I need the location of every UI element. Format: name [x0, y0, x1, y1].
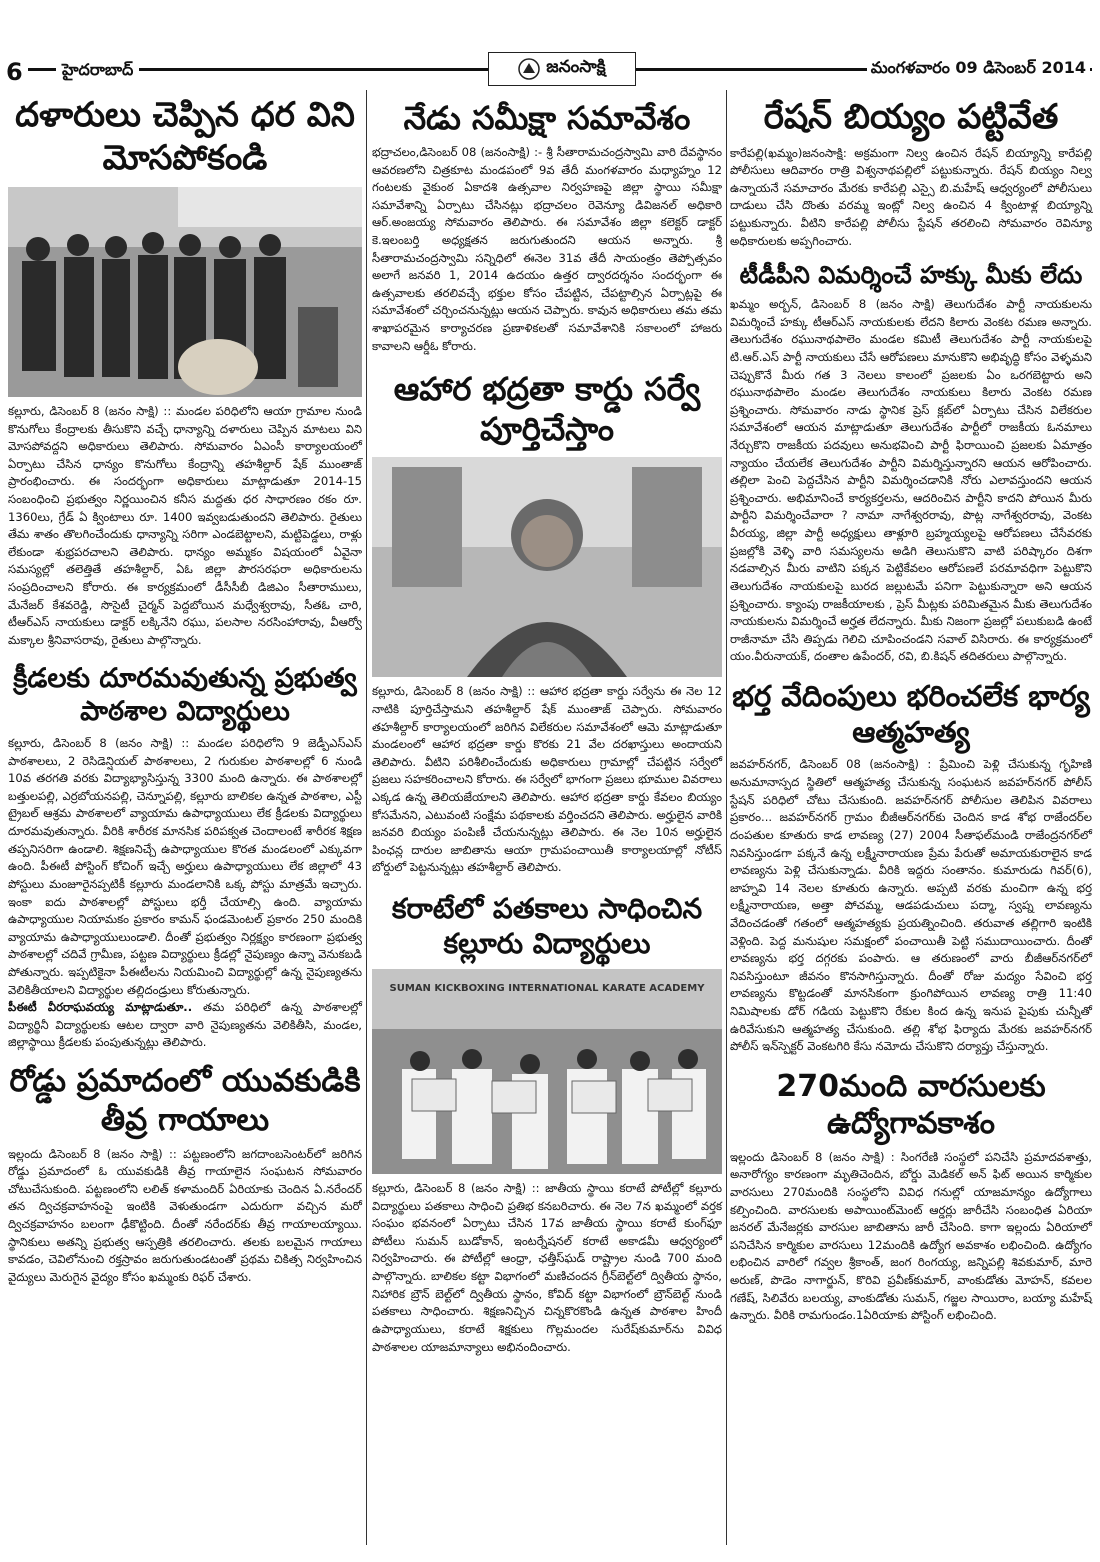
article-body: ఖమ్మం అర్బన్, డిసెంబర్ 8 (జనం సాక్షి) తెలుగుదేశం పార్టీ నాయకులను విమర్శించే హక్కు టీఆర్ఎస్ నాయకులకు లేదని కిలారు వెంకట రమణ అన్నారు. తెలుగుదేశం రఘునాథపాలెం మండల కమిటీ తెలుగుదేశం పార్టీ నాయకులపై టి.ఆర్.ఎస్ పార్టీ నాయకులు చేసే ఆరోపణలు మానుకొని అభివృద్ధి కోసం వెళ్ళమని చెప్పుకొనే మీరు గత 3 నెలలు కాలంలో ప్రజలకు ఏం ఒరగబెట్టారు అని రఘునాథపాలెం మండల తెలుగుదేశం నాయకులు కిలారు వెంకట రమణ ప్రశ్నించారు. సోమవారం నాడు స్థానిక ప్రెస్ క్లబ్‌లో ఏర్పాటు చేసిన విలేకరుల సమావేశంలో ఆయన మాట్లాడుతూ తెలుగుదేశం పార్టీలో రాజకీయ ఓనమాలు నేర్చుకొని రాజకీయ పదవులు అనుభవించి పార్టీ ఫిరాయించి ప్రజలకు ఏమాత్రం న్యాయం చేయలేక తెలుగుదేశం పార్టీని విమర్శిస్తున్నారని ఆయన ఆరోపించారు. తల్లిలా పెంచి పెద్దచేసిన పార్టీని విమర్శించడానికి నోరు ఎలావస్తుందని ఆయన ప్రశ్నించారు. అభిమానించే కార్యకర్తలను, ఆదరించిన పార్టీని కాదని పోయిన మీరు పార్టీని విమర్శించేవారా ? నామా నాగేశ్వరరావు, పొట్ల నాగేశ్వరరావు, వెంకట వీరయ్య, జిల్లా పార్టీ అధ్యక్షులు తాళ్లూరి బ్రహ్మయ్యలపై ఆరోపణలు చేసేవరకు ప్రజల్లోకి వెళ్ళి వారి సమస్యలను అడిగి తెలుసుకొని వాటి పరిష్కారం దిశగా నడవాల్సిన మీరు వాటిని పక్కన పెట్టికేవలం ఆరోపణలే పరమావధిగా పెట్టుకొని తెలుగుదేశం నాయకులపై బురద జల్లుటమే పనిగా పెట్టుకున్నారా అని ఆయన ప్రశ్నించారు. క్యాంపు రాజకీయాలకు , ప్రెస్ మీట్లకు పరిమితమైన మీకు తెలుగుదేశం నాయకులను విమర్శించే అర్హత లేదన్నారు. మీకు నిజంగా ప్రజల్లో పలుకుబడి ఉంటే రాజీనామా చేసి తిప్పడు గెలిచి చూపించండని సవాల్ విసిరారు. ఈ కార్యక్రమంలో యం.వీరునాయక్, దంతాల ఉపేందర్, రవి, బి.కిషన్ తదితరులు పాల్గొన్నారు.: [730, 297, 1092, 664]
article-suicide: [730, 678, 1092, 1056]
page-number: 6: [6, 58, 23, 86]
headline: క్రీడలకు దూరమవుతున్న ప్రభుత్వ పాఠశాల విద్యార్థులు: [13, 662, 357, 728]
headline: ఆహార భద్రతా కార్డు సర్వే పూర్తిచేస్తాం: [393, 370, 701, 449]
headline: రేషన్ బియ్యం పట్టివేత: [763, 97, 1059, 137]
photo-karate-students: [372, 969, 722, 1174]
headline: టీడీపీని విమర్శించే హక్కు మీకు లేదు: [739, 261, 1083, 290]
headline: భర్త వేదింపులు భరించలేక భార్య ఆత్మహత్య: [732, 678, 1090, 750]
photo-procurement-inauguration: [8, 187, 362, 397]
paper-name: జనంసాక్షి: [546, 57, 606, 77]
article-ration-rice: [730, 96, 1092, 250]
column-3: [730, 86, 1092, 1325]
article-body: కల్లూరు, డిసెంబర్ 8 (జనం సాక్షి) :: మండల పరిధిలోని 9 జెడ్పీఎస్ఎస్ పాఠశాలలు, 2 రెసిడెన్షియల్ పాఠశాలలు, 2 గురుకుల పాఠశాలల్లో 6 నుండి 10వ తరగతి వరకు విద్యాభ్యాసిస్తున్న 3300 మంది ఉన్నారు. ఈ పాఠశాలల్లో బత్తులపల్లి, ఎర్రబోయనపల్లి, చెన్నూపల్లి, కల్లూరు బాలికల ఉన్నత పాఠశాల, ఎస్టీ ట్రైబల్ ఆశ్రమ పాఠశాలలో వ్యాయామ ఉపాధ్యాయులు లేక క్రీడలకు విద్యార్థులు దూరమవుతున్నారు. వీరికి శారీరక మానసిక పరిపక్వత చెందాలంటే శారీరక శిక్షణ తప్పనిసరిగా ఉండాలి. శిక్షణనిచ్చే ఉపాధ్యాయుల కొరత మండలంలో ఎక్కువగా ఉంది. పీఈటీ పోస్టింగ్ కోచింగ్ ఇచ్చే అర్హులు ఉపాధ్యాయులు లేక జిల్లాలో 43 పోస్టులు మంజూరైనప్పటికీ కల్లూరు మండలానికి ఒక్క పోస్టు మాత్రమే ఇచ్చారు. ఇంకా ఐదు పాఠశాలల్లో పోస్టులు భర్తీ చేయాల్సి ఉంది. వ్యాయామ ఉపాధ్యాయుల నియామకం ప్రకారం కామన్ ఫండమెంటల్ ప్రకారం 250 మందికి వ్యాయామ ఉపాధ్యాయులుండాలి. దీంతో ప్రభుత్వం నిర్లక్ష్యం కారణంగా ప్రభుత్వ పాఠశాలల్లో చదివే గ్రామీణ, పట్టణ విద్యార్థులు క్రీడల్లో నైపుణ్యం ఉన్నా వెనుకబడి పోతున్నారు. ఇప్పటికైనా పీఈటీలను నియమించి విద్యార్థుల్లో ఉన్న నైపుణ్యతను వెలికితీయాలని విద్యార్థుల తల్లిదండ్రులు కోరుతున్నారు.: [8, 736, 362, 997]
column-1: [8, 86, 362, 1286]
headline: దళారులు చెప్పిన ధర విని మోసపోకండి: [15, 95, 355, 178]
photo-banner-text: SUMAN KICKBOXING INTERNATIONAL KARATE ACADEMY: [389, 983, 705, 995]
headline: కరాటేలో పతకాలు సాధించిన కల్లూరు విద్యార్థులు: [391, 892, 703, 961]
article-body: కల్లూరు, డిసెంబర్ 8 (జనం సాక్షి) :: మండల పరిధిలోని ఆయా గ్రామాల నుండి కొనుగోలు కేంద్రాలకు తీసుకొని వచ్చే ధాన్యాన్ని దళారులు చెప్పిన మాటలు విని మోసపోవద్దని అధికారులు తెలిపారు. సోమవారం ఏఎంసీ కార్యాలయంలో ఏర్పాటు చేసిన ధాన్యం కొనుగోలు కేంద్రాన్ని తహశీల్దార్ షేక్ ముంతాజ్ ప్రారంభించారు. ఈ సందర్భంగా అధికారులు మాట్లాడుతూ 2014-15 సంబంధించి ప్రభుత్వం నిర్ణయించిన కనీస మద్దతు ధర సాధారణం రకం రూ. 1360లు, గ్రేడ్ ఏ క్వింటాలు రూ. 1400 ఇవ్వబడుతుందని తెలిపారు. రైతులు తేమ శాతం తొలగించేందుకు ధాన్యాన్ని సరిగా ఎండబెట్టాలని, మట్టిపెడ్డలు, రాళ్లు లేకుండా శుభ్రపరచాలని తెలిపారు. ధాన్యం అమ్మకం విషయంలో ఏవైనా సమస్యల్లో తలెత్తితే తహశీల్దార్, ఏఓ జిల్లా పౌరసరఫరా అధికారులను సంప్రదించాలని కోరారు. ఈ కార్యక్రమంలో డీసీసీబీ డిజిఎం సీతారాములు, మేనేజర్ కేశవరెడ్డి, సొసైటీ చైర్మన్ పెద్దబోయిన మధ్వేశ్వరావు, సీతఓ చారి, టీఆర్ఎస్ నాయకులు డాక్టర్ లక్కినేని రఘు, పలసాల నరసింహారావు, వీఆర్వో మక్కాల శ్రీనివాసరావు, రైతులు పాల్గొన్నారు.: [8, 404, 362, 647]
article-lead-paragraph: [8, 999, 362, 1052]
article-body: జవహర్‌నగర్, డిసెంబర్ 08 (జనంసాక్షి) : ప్రేమించి పెళ్లి చేసుకున్న గృహిణి అనుమానాస్పద స్థితిలో ఆత్మహత్య చేసుకున్న సంఘటన జవహర్‌నగర్ పోలీస్ స్టేషన్ పరిధిలో చోటు చేసుకుంది. జవహర్‌నగర్ పోలీసుల తెలిపిన వివరాలు ప్రకారం... జవహర్‌నగర్ గ్రామం బీజీఆర్‌నగర్‌కు చెందిన కాడ శోభ రాజేందర్‌ల దంపతుల కూతురు కాడ లావణ్య (27) 2004 సీతాఫల్‌మండి రాజేంద్రనగర్‌లో నివసిస్తుండగా పక్కనే ఉన్న లక్ష్మీనారాయణ ప్రేమ పేరుతో అమాయకురాలైన కాడ లావణ్యను పెళ్లి చేసుకున్నాడు. వీరికి ఇద్దరు సంతానం. కుమారుడు గివర్(6), జాహ్నవి 14 నెలల కూతురు ఉన్నారు. అప్పటి వరకు మంచిగా ఉన్న భర్త లక్ష్మీనారాయణ, అత్తా పోచమ్మ, ఆడపడుచులు పద్మా, స్వప్న లావణ్యను వేదించడంతో గతంలో ఆత్మహత్యకు ప్రయత్నించింది. తరువాత తల్లిగారి ఇంటికి వెళ్లింది. పెద్ద మనుషుల సమక్షంలో పంచాయితీ పెట్టి సముదాయించారు. దీంతో లావణ్యను భర్త దగ్గరకు పంపారు. ఆ తరుణంలో వారు బీజీఆర్‌నగర్‌లో నివసిస్తుంటూ జీవనం కొనసాగిస్తున్నారు. దీంతో రోజు మద్యం సేవించి భర్త లావణ్యను కొట్టడంతో మానసికంగా క్రుంగిపోయిన లావణ్య రాత్రి 11:40 నిమిషాలకు డోర్ గడియ పెట్టుకొని రేకుల కింద ఉన్న ఇనుప పైపుకు చున్నీతో ఉరివేసుకుని ఆత్మహత్య చేసుకుంది. తల్లి శోభ ఫిర్యాదు మేరకు జవహర్‌నగర్ పోలీస్ ఇన్‌స్పెక్టర్ వెంకటగిరి కేసు నమోదు చేసుకొని దర్యాప్తు చేస్తున్నారు.: [730, 757, 1092, 1054]
lead-label: పీఈటీ వీరరాఘవయ్య మాట్లాడుతూ..: [8, 1000, 193, 1015]
article-food-security: [372, 369, 722, 877]
logo-emblem-icon: [518, 58, 540, 80]
headline: రోడ్డు ప్రమాదంలో యువకుడికి తీవ్ర గాయాలు: [9, 1063, 361, 1138]
article-sports-teachers: [8, 662, 362, 1052]
article-body: ఇల్లందు డిసెంబర్ 8 (జనం సాక్షి) :: పట్టణంలోని జగదాంబసెంటర్‌లో జరిగిన రోడ్డు ప్రమాదంలో ఓ యువకుడికి తీవ్ర గాయాలైన సంఘటన సోమవారం చోటుచేసుకుంది. పట్టణంలోని లలిత్ కళామందిర్ ఏరియాకు చెందిన ఏ.నరేందర్ తన ద్విచక్రవాహనంపై ఇంటికి వెళుతుండగా ఎదురుగా వచ్చిన మరో ద్విచక్రవాహనం బలంగా ఢీకొట్టింది. దీంతో నరేందర్‌కు తీవ్ర గాయాలయ్యాయి. స్థానికులు అతన్ని ప్రభుత్వ ఆస్పత్రికి తరలించారు. తలకు బలమైన గాయాలు కావడం, చెవిలోనుంచి రక్తస్రావం జరుగుతుండటంతో ప్రథమ చికిత్స నిర్వహించిన వైద్యులు మెరుగైన వైద్యం కోసం ఖమ్మంకు రిఫర్ చేశారు.: [8, 1146, 362, 1284]
masthead: [0, 0, 1100, 86]
article-body: కారేపల్లి(ఖమ్మం)జనంసాక్షి: అక్రమంగా నిల్వ ఉంచిన రేషన్ బియ్యాన్ని కారేపల్లి పోలీసులు ఆదివారం రాత్రి విశ్వనాథపల్లిలో పట్టుకున్నారు. రేషన్ బియ్యం నిల్వ ఉన్నాయనే సమాచారం మేరకు కారేపల్లి ఎస్సై బి.మహేష్ ఆధ్వర్యంలో పోలీసులు దాడులు చేసి దొంతు వరమ్మ ఇంట్లో నిల్వ ఉంచిన 4 క్వింటాళ్ల బియ్యాన్ని పట్టుకున్నారు. వీటిని కారేపల్లి పోలీసు స్టేషన్ తరలించి సోమవారం రెవిన్యూ అధికారులకు అప్పగించారు.: [730, 145, 1092, 248]
column-divider: [726, 90, 727, 1545]
article-karate: [372, 891, 722, 1356]
article-singareni-jobs: [730, 1068, 1092, 1325]
page-date: మంగళవారం 09 డిసెంబర్ 2014: [867, 58, 1090, 81]
article-tdp: [730, 260, 1092, 666]
photo-image: [8, 187, 362, 397]
article-body: భద్రాచలం,డిసెంబర్ 08 (జనంసాక్షి) :- శ్రీ సీతారామచంద్రస్వామి వారి దేవస్థానం ఆవరణలోని చిత్రకూట మండపంలో 9వ తేదీ మంగళవారం మధ్యాహ్నం 12 గంటలకు వైకుంఠ ఏకాదశి ఉత్సవాల నిర్వహణపై జిల్లా స్థాయి సమీక్షా సమావేశాన్ని ఏర్పాటు చేసినట్లు భద్రాచలం రెవెన్యూ డివిజనల్ అధికారి ఆర్.అంజయ్య సోమవారం తెలిపారు. ఈ సమావేశం జిల్లా కలెక్టర్ డాక్టర్ కె.ఇలంబర్తి అధ్యక్షతన జరుగుతుందని ఆయన అన్నారు. శ్రీ సీతారామచంద్రస్వామి సన్నిధిలో ఈనెల 31వ తేదీ సాయంత్రం తెప్పోత్సవం అలాగే జనవరి 1, 2014 ఉదయం ఉత్తర ద్వారదర్శనం సందర్భంగా ఈ ఉత్సవాలకు తరలివచ్చే భక్తుల కోసం చేపట్టిన, చేపట్టాల్సిన ఏర్పాట్లపై ఈ సమావేశంలో చర్చించనున్నట్లు ఆయన చెప్పారు. కావున అధికారులు తమ తమ శాఖాపరమైన కార్యాచరణ ప్రణాళికలతో సమావేశానికి సకాలంలో హాజరు కావాలని ఆర్డీఓ కోరారు.: [372, 145, 722, 353]
photo-image: [372, 457, 722, 677]
article-road-accident: [8, 1062, 362, 1286]
headline: 270మంది వారసులకు ఉద్యోగావకాశం: [776, 1068, 1046, 1142]
lead-text: తమ పరిధిలో ఉన్న పాఠశాలల్లో విద్యార్థినీ విద్యార్థులకు ఆటల ద్వారా వారి నైపుణ్యతను వెలికితీసి, మండల, జిల్లాస్థాయి క్రీడలకు పంపుతున్నట్లు తెలిపారు.: [8, 1000, 362, 1050]
article-body: ఇల్లందు డిసెంబర్ 8 (జనం సాక్షి) : సింగరేణి సంస్థలో పనిచేసి ప్రమాదవశాత్తు, అనారోగ్యం కారణంగా మృతిచెందిన, బోర్డు మెడికల్ అన్ ఫిట్ అయిన కార్మికుల వారసులు 270మందికి సంస్థలోని వివిధ గనుల్లో యాజమాన్యం ఉద్యోగాలు కల్పించింది. వారసులకు అపాయింట్‌మెంట్ ఆర్డర్లు జారీచేసి సంబంధిత ఏరియా జనరల్ మేనేజర్లకు వారసుల జాబితాను జారీ చేసింది. కాగా ఇల్లందు ఏరియాలో పనిచేసిన కార్మికుల వారసులు 12మందికి ఉద్యోగ అవకాశం లభించింది. ఉద్యోగం లభించిన వారిలో గవ్వల శ్రీకాంత్, జంగ రింగయ్య, జన్నిపల్లి శివకుమార్, మారె అరుణ్, పొడెం నాగార్జున్, కొరివి ప్రవీణ్‌కుమార్, వాంకుడోతు మోహన్, కవలల గణేష్, సిలివేరు బలయ్య, వాంకుడోతు సుమన్, గజ్జల సాయిరాం, బయ్యా మహేష్ ఉన్నారు. వీరికి రామగుండం.1ఏరియాకు పోస్టింగ్ లభించింది.: [730, 1149, 1092, 1323]
column-2: [372, 86, 722, 1356]
article-review-meeting: [372, 98, 722, 355]
photo-image: [372, 969, 722, 1174]
article-body: కల్లూరు, డిసెంబర్ 8 (జనం సాక్షి) :: ఆహార భద్రతా కార్డు సర్వేను ఈ నెల 12 నాటికి పూర్తిచేస్తామని తహశీల్దార్ షేక్ ముంతాజ్ చెప్పారు. సోమవారం తహశీల్దార్ కార్యాలయంలో జరిగిన విలేకరుల సమావేశంలో ఆమె మాట్లాడుతూ మండలంలో ఆహార భద్రతా కార్డు కొరకు 21 వేల దరఖాస్తులు అందాయని తెలిపారు. వీటిని పరిశీలించేందుకు అధికారులు గ్రామాల్లో చేపట్టిన సర్వేలో ప్రజలు సహకరించాలని కోరారు. ఈ సర్వేలో భాగంగా ప్రజలు భూముల వివరాలు ఎక్కడ ఉన్న తెలియజేయాలని తెలిపారు. ఆహార భద్రతా కార్డు కేవలం బియ్యం కోసమేనని, ఎటువంటి సంక్షేమ పథకాలకు వర్తించదని తెలిపారు. అర్హులైన వారికి జనవరి బియ్యం పంపిణీ చేయనున్నట్లు తెలిపారు. ఈ నెల 10న అర్హులైన పింఛన్ల దారుల జాబితాను ఆయా గ్రామపంచాయితీ కార్యాలయాల్లో నోటీస్ బోర్డులో పెట్టనున్నట్లు తహశీల్దార్ తెలిపారు.: [372, 684, 722, 875]
column-divider: [366, 90, 367, 1545]
photo-tahsildar: [372, 457, 722, 677]
article-grain-procurement: [8, 94, 362, 650]
paper-logo: [488, 52, 636, 86]
headline: నేడు సమీక్షా సమావేశం: [403, 99, 691, 137]
article-body: కల్లూరు, డిసెంబర్ 8 (జనం సాక్షి) :: జాతీయ స్థాయి కరాటే పోటీల్లో కల్లూరు విద్యార్థులు పతకాలు సాధించి ప్రతిభ కనబరిచారు. ఈ నెల 7న ఖమ్మంలో వర్తక సంఘం భవనంలో ఏర్పాటు చేసిన 17వ జాతీయ స్థాయి కరాటే కుంగ్‌ఫూ పోటీలు సుమన్ బుడోకాన్, ఇంటర్నేషనల్ కరాటే అకాడమీ ఆధ్వర్యంలో నిర్వహించారు. ఈ పోటీల్లో ఆంధ్రా, ఛత్తీస్‌ఘడ్ రాష్ట్రాల నుండి 700 మంది పాల్గొన్నారు. బాలికల కట్టా విభాగంలో మణిచందన గ్రీన్‌బెల్ట్‌లో ద్వితీయ స్థానం, నిహారిక బ్రౌన్ బెల్ట్‌లో ద్వితీయ స్థానం, కోవిద్ కట్టా విభాగంలో బ్రౌన్‌బెల్ట్ నుండి పతకాలు సాధించారు. శిక్షణనిచ్చిన చిన్నకొరకొండి ఉన్నత పాఠశాల హిందీ ఉపాధ్యాయులు, కరాటే శిక్షకులు గొల్లమందల సురేష్‌కుమార్‌ను వివిధ పాఠశాలల యాజమాన్యాలు అభినందించారు.: [372, 1181, 722, 1354]
page-city: హైదరాబాద్: [56, 60, 139, 83]
